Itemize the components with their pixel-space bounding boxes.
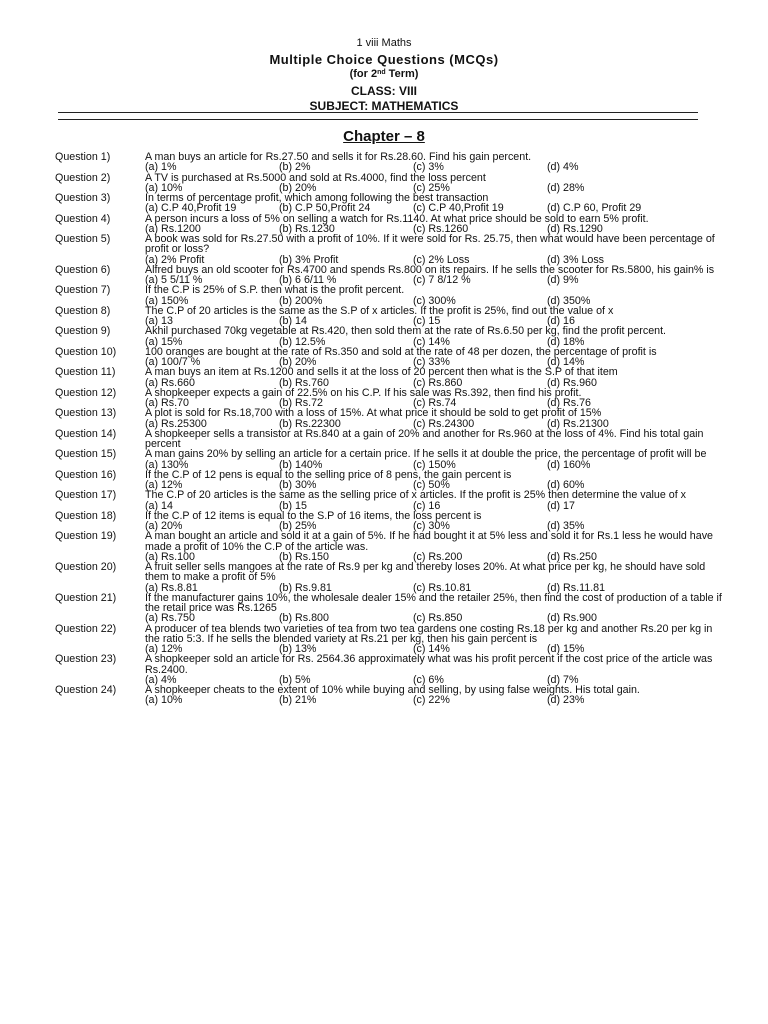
answer-option: (c) 33% [413,356,450,368]
question-text: A shopkeeper expects a gain of 22.5% on his C.P. If his sale was Rs.392, then find his profit. [145,386,582,399]
answer-option: (b) 15 [279,499,307,512]
question-label: Question 13) [55,407,117,420]
answer-option: (d) 23% [547,694,585,707]
question-item [55,214,723,235]
answer-option: (d) 350% [547,294,591,307]
answer-option: (b) 140% [279,458,323,471]
answer-option: (d) 35% [547,520,585,532]
term-line-post: Term) [385,68,419,80]
question-body [145,624,723,655]
question-label: Question 4) [55,212,111,225]
answer-option: (b) 2% [279,161,311,174]
answer-option: (c) 22% [413,694,450,707]
question-body [145,214,723,235]
answer-option: (b) Rs.22300 [279,417,341,430]
answer-option: (d) 4% [547,161,579,174]
answer-option: (a) 10% [145,181,183,194]
answer-option: (d) Rs.900 [547,612,597,625]
question-text: In terms of percentage profit, which among following the best transaction [145,192,489,204]
question-label: Question 18) [55,509,117,522]
answer-option: (b) 13% [279,643,317,655]
answer-option: (b) Rs.72 [279,397,323,409]
question-body [145,367,723,388]
answer-option: (a) 14 [145,499,173,512]
question-label: Question 3) [55,192,111,204]
answer-option: (c) Rs.860 [413,376,463,389]
answer-option: (d) 28% [547,181,585,194]
answer-option: (d) Rs.1290 [547,222,603,235]
answer-option: (c) 15 [413,315,441,327]
answer-option: (a) 1% [145,161,177,174]
answer-option: (a) Rs.8.81 [145,581,198,594]
question-body [145,685,723,706]
doc-title: Multiple Choice Questions (MCQs) [269,52,499,67]
question-text: A man buys an article for Rs.27.50 and sells it for Rs.28.60. Find his gain percent. [145,151,532,163]
answer-option: (b) 25% [279,520,317,532]
question-item [55,347,723,368]
question-item [55,562,723,593]
answer-option: (a) 130% [145,458,189,471]
answer-option: (d) Rs.960 [547,376,597,389]
answer-option: (a) 4% [145,673,177,686]
question-label: Question 15) [55,448,117,461]
answer-option: (c) 14% [413,643,450,655]
question-body [145,654,723,685]
question-text: If the manufacturer gains 10%, the wholesale dealer 15% and the retailer 25%, then find the cost of production of a table if the retail price was Rs.1265 [145,591,722,614]
question-item [55,624,723,655]
answer-option: (b) Rs.800 [279,612,329,625]
question-text: A man buys an item at Rs.1200 and sells it at the loss of 20 percent then what is the S.P of that item [145,366,618,379]
question-body [145,429,723,450]
question-label: Question 17) [55,489,117,502]
answer-option: (c) 6% [413,673,444,686]
question-body [145,470,723,491]
double-rule-divider [58,112,698,120]
answer-option: (b) 20% [279,181,317,194]
answer-option: (a) Rs.1200 [145,222,201,235]
answer-option: (b) 5% [279,673,311,686]
answer-option: (c) 14% [413,335,450,348]
answer-option: (d) 9% [547,274,579,286]
chapter-heading-text: Chapter – 8 [343,128,425,145]
question-label: Question 6) [55,263,111,276]
answer-option: (b) Rs.9.81 [279,581,332,594]
answer-option: (a) 100/7 % [145,356,201,368]
question-body [145,265,723,286]
question-body [145,388,723,409]
question-body [145,449,723,470]
question-text: If the C.P of 12 pens is equal to the selling price of 8 pens, the gain percent is [145,468,512,481]
answer-option: (d) Rs.21300 [547,417,609,430]
answer-option: (d) 18% [547,335,585,348]
answer-option: (b) 20% [279,356,317,368]
question-label: Question 19) [55,530,117,543]
question-text: A book was sold for Rs.27.50 with a profit of 10%. If it were sold for Rs. 25.75, then what would have been percentage of profit or loss? [145,233,715,256]
answer-option: (c) 30% [413,520,450,532]
question-text: Akhil purchased 70kg vegetable at Rs.420, then sold them at the rate of Rs.6.50 per kg, find the profit percent. [145,325,667,338]
answer-option: (d) C.P 60, Profit 29 [547,202,642,215]
question-text: A shopkeeper cheats to the extent of 10% while buying and selling, by using false weights. His total gain. [145,684,640,696]
question-label: Question 2) [55,171,111,184]
answer-option: (a) 10% [145,694,183,707]
question-body [145,234,723,265]
question-label: Question 22) [55,622,117,635]
answer-option: (d) 16 [547,315,575,327]
question-body [145,511,723,532]
answer-option: (a) 15% [145,335,183,348]
answer-option: (d) Rs.250 [547,550,597,563]
question-item [55,388,723,409]
question-label: Question 24) [55,684,117,696]
question-text: A shopkeeper sold an article for Rs. 2564.36 approximately what was his profit percent if the cost price of the article was Rs.2400. [145,653,713,676]
question-list [55,152,723,706]
question-text: A fruit seller sells mangoes at the rate of Rs.9 per kg and thereby loses 20%. At what price per kg, he should have sold them to make a profit of 5% [145,561,706,584]
answer-option: (b) Rs.150 [279,550,329,563]
answer-option: (c) Rs.200 [413,550,463,563]
question-item [55,306,723,327]
answer-option: (c) 300% [413,294,456,307]
answer-option: (c) 3% [413,161,444,174]
answer-option: (d) Rs.11.81 [547,581,606,594]
answer-option: (c) Rs.10.81 [413,581,472,594]
answer-option: (d) 160% [547,458,591,471]
option-row [145,613,723,623]
answer-option: (c) Rs.24300 [413,417,475,430]
question-item [55,408,723,429]
question-item [55,173,723,194]
option-row [145,203,723,213]
answer-option: (a) 150% [145,294,189,307]
question-body [145,306,723,327]
term-line-pre: (for 2 [349,68,378,80]
answer-option: (c) Rs.850 [413,612,463,625]
question-text: A person incurs a loss of 5% on selling a watch for Rs.1140. At what price should be sold to earn 5% profit. [145,212,649,225]
question-body [145,490,723,511]
question-body [145,593,723,624]
answer-option: (b) 21% [279,694,317,707]
question-label: Question 20) [55,561,117,573]
answer-option: (a) Rs.750 [145,612,195,625]
option-row [145,162,723,172]
question-body [145,531,723,562]
answer-option: (c) 2% Loss [413,253,470,266]
question-label: Question 23) [55,653,117,666]
answer-option: (b) 30% [279,479,317,491]
answer-option: (d) 60% [547,479,585,491]
answer-option: (a) 5 5/11 % [145,274,203,286]
question-item [55,367,723,388]
answer-option: (d) 17 [547,499,575,512]
question-body [145,562,723,593]
answer-option: (c) C.P 40,Profit 19 [413,202,504,215]
answer-option: (d) Rs.76 [547,397,591,409]
answer-option: (b) 12.5% [279,335,326,348]
term-line-sup: nd [377,69,386,76]
question-label: Question 1) [55,151,111,163]
answer-option: (d) 14% [547,356,585,368]
question-item [55,285,723,306]
question-label: Question 12) [55,386,117,399]
question-item [55,234,723,265]
question-item [55,593,723,624]
question-body [145,347,723,368]
question-label: Question 8) [55,304,111,317]
question-text: The C.P of 20 articles is the same as the S.P of x articles. If the profit is 25%, find out the value of x [145,304,614,317]
question-text: A producer of tea blends two varieties of tea from two tea gardens one costing Rs.18 per kg and another Rs.20 per kg in the ratio 5:3. If he sells the blended variety at Rs.21 per kg, then his gain percent is [145,622,713,645]
question-body [145,152,723,173]
answer-option: (b) Rs.760 [279,376,329,389]
question-item [55,429,723,450]
question-label: Question 7) [55,284,111,297]
question-label: Question 9) [55,325,111,338]
answer-option: (c) 16 [413,499,441,512]
question-label: Question 21) [55,591,117,604]
option-row [145,695,723,705]
answer-option: (a) Rs.100 [145,550,195,563]
question-item [55,326,723,347]
answer-option: (c) 150% [413,458,456,471]
question-body [145,408,723,429]
subject-line: SUBJECT: MATHEMATICS [309,99,459,113]
answer-option: (a) 12% [145,479,183,491]
answer-option: (d) 15% [547,643,585,655]
question-text: A shopkeeper sells a transistor at Rs.840 at a gain of 20% and another for Rs.960 at the loss of 4%. Find his total gain percent [145,427,704,450]
answer-option: (b) 6 6/11 % [279,274,337,286]
answer-option: (a) Rs.25300 [145,417,207,430]
answer-option: (a) C.P 40,Profit 19 [145,202,237,215]
question-body [145,285,723,306]
chapter-heading [0,128,768,145]
answer-option: (a) 13 [145,315,173,327]
question-label: Question 16) [55,468,117,481]
question-text: If the C.P of 12 items is equal to the S.P of 16 items, the loss percent is [145,509,482,522]
question-label: Question 14) [55,427,117,440]
question-text: 100 oranges are bought at the rate of Rs.350 and sold at the rate of 48 per dozen, the percentage of profit is [145,345,657,358]
answer-option: (b) Rs.1230 [279,222,335,235]
answer-option: (b) 3% Profit [279,253,339,266]
answer-option: (b) 14 [279,315,307,327]
answer-option: (c) 50% [413,479,450,491]
question-text: A plot is sold for Rs.18,700 with a loss of 15%. At what price it should be sold to get profit of 15% [145,407,602,420]
question-item [55,265,723,286]
question-label: Question 5) [55,233,111,245]
question-label: Question 11) [55,366,116,379]
answer-option: (a) 20% [145,520,183,532]
question-text: A man bought an article and sold it at a gain of 5%. If he had bought it at 5% less and sold it for Rs.1 less he would have made a profit of 10% the C.P of the article was. [145,530,713,553]
question-item [55,449,723,470]
question-item [55,654,723,685]
question-body [145,193,723,214]
answer-option: (c) 7 8/12 % [413,274,471,286]
question-text: Alfred buys an old scooter for Rs.4700 and spends Rs.800 on its repairs. If he sells the scooter for Rs.5800, his gain% is [145,263,715,276]
answer-option: (a) 12% [145,643,183,655]
answer-option: (b) 200% [279,294,323,307]
question-item [55,152,723,173]
answer-option: (c) 25% [413,181,450,194]
question-text: If the C.P is 25% of S.P. then what is the profit percent. [145,284,405,297]
question-body [145,173,723,194]
question-body [145,326,723,347]
question-text: The C.P of 20 articles is the same as the selling price of x articles. If the profit is 25% then determine the value of x [145,489,686,502]
question-text: A man gains 20% by selling an article for a certain price. If he sells it at double the price, the percentage of profit will be [145,448,707,461]
doc-subject-line: 1 viii Maths [356,37,412,49]
answer-option: (a) Rs.70 [145,397,189,409]
question-item [55,531,723,562]
question-label: Question 10) [55,345,117,358]
answer-option: (b) C.P 50,Profit 24 [279,202,371,215]
term-line [0,69,768,80]
question-item [55,685,723,706]
answer-option: (d) 7% [547,673,579,686]
question-item [55,511,723,532]
question-item [55,193,723,214]
answer-option: (c) Rs.1260 [413,222,469,235]
question-text: A TV is purchased at Rs.5000 and sold at Rs.4000, find the loss percent [145,171,486,184]
question-item [55,470,723,491]
answer-option: (c) Rs.74 [413,397,457,409]
answer-option: (a) Rs.660 [145,376,195,389]
class-line: CLASS: VIII [350,84,417,98]
question-item [55,490,723,511]
answer-option: (d) 3% Loss [547,253,605,266]
answer-option: (a) 2% Profit [145,253,205,266]
